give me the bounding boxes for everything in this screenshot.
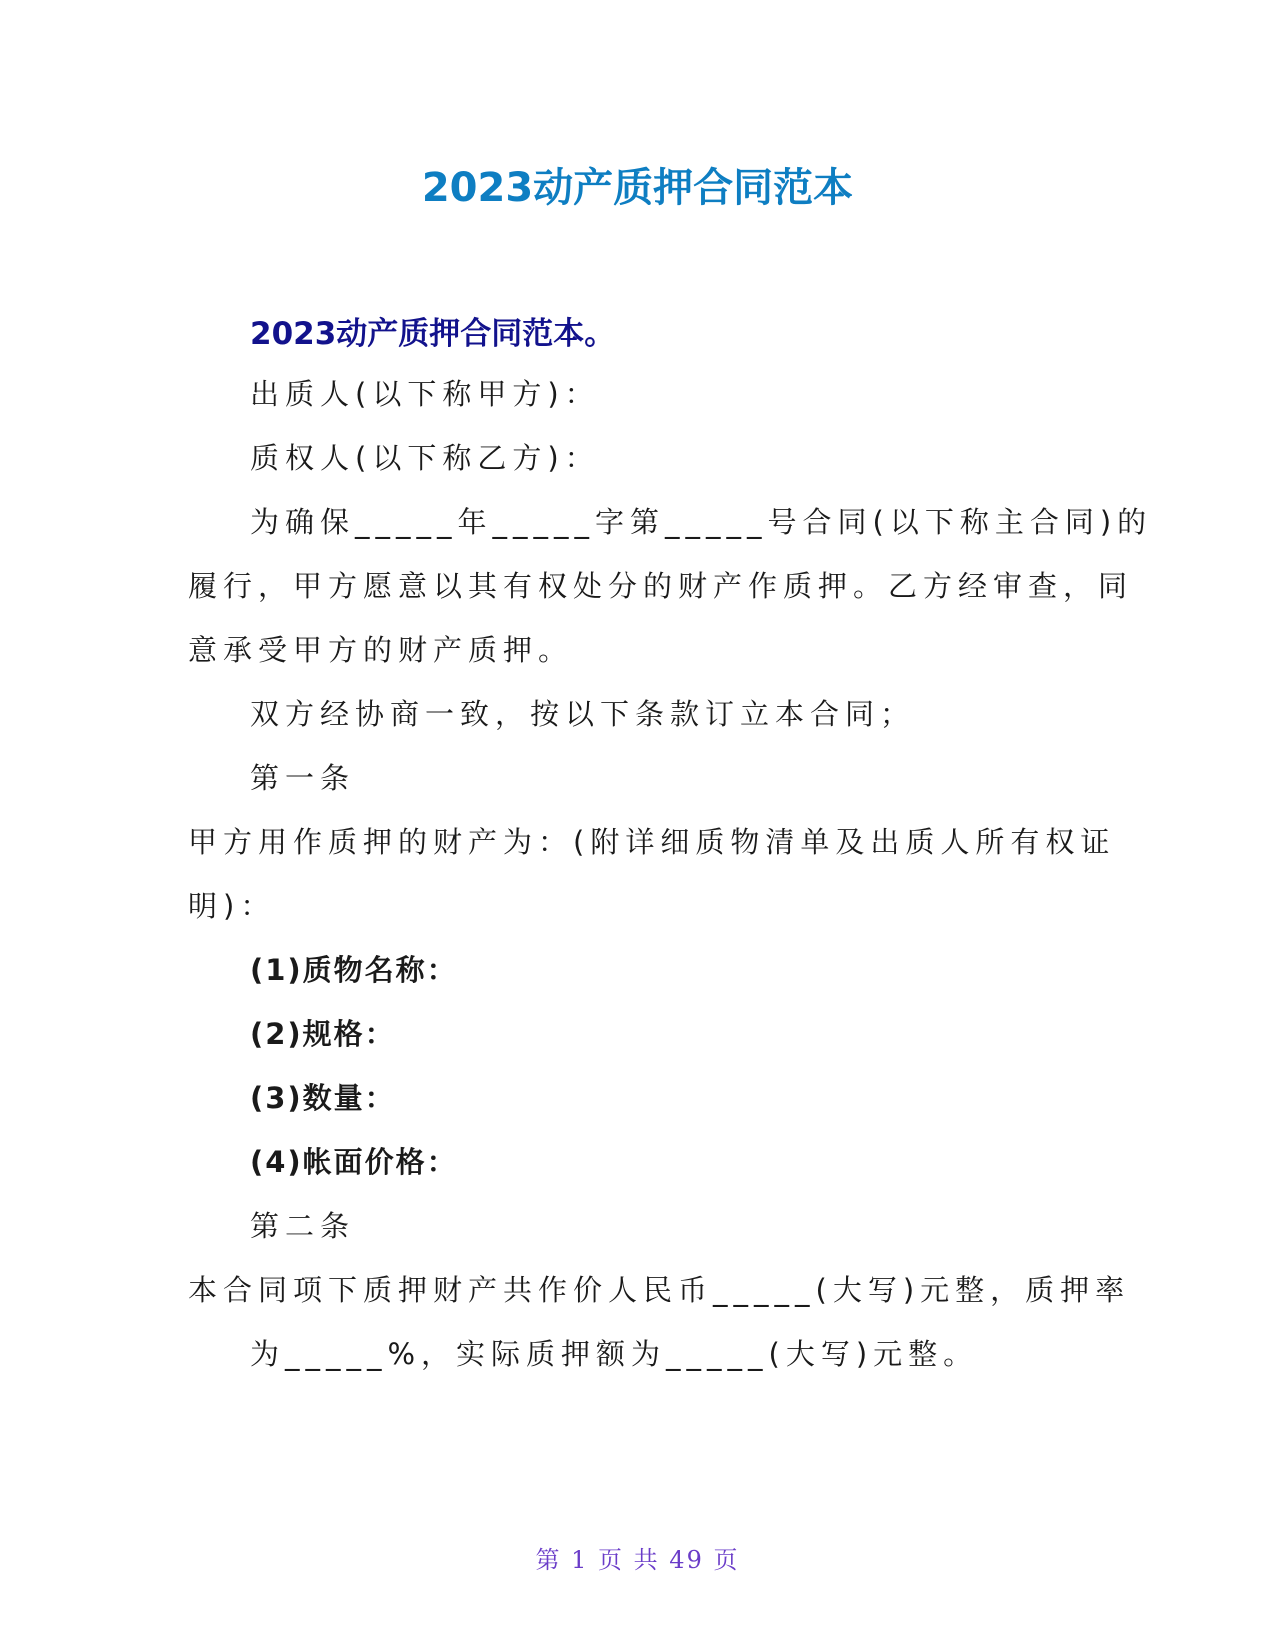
agreement-line: 双方经协商一致，按以下条款订立本合同； <box>250 697 916 731</box>
paragraph-1-line-1: 为确保_____年_____字第_____号合同(以下称主合同)的 <box>250 505 1153 539</box>
pledgor-line: 出质人(以下称甲方)： <box>250 377 600 411</box>
article-2-line-2: 为_____%，实际质押额为_____(大写)元整。 <box>250 1337 979 1371</box>
item-collateral-name: (1)质物名称： <box>250 953 458 987</box>
item-book-value: (4)帐面价格： <box>250 1145 458 1179</box>
article-1-heading: 第一条 <box>250 761 356 795</box>
page-number-footer: 第 1 页 共 49 页 <box>535 1546 740 1574</box>
article-1-line-2: 明)： <box>188 889 276 923</box>
item-quantity: (3)数量： <box>250 1081 396 1115</box>
paragraph-1-line-2: 履行，甲方愿意以其有权处分的财产作质押。乙方经审查，同 <box>188 569 1134 603</box>
article-1-line-1: 甲方用作质押的财产为：(附详细质物清单及出质人所有权证 <box>188 825 1116 859</box>
article-2-line-1: 本合同项下质押财产共作价人民币_____(大写)元整，质押率 <box>188 1273 1131 1307</box>
paragraph-1-line-3: 意承受甲方的财产质押。 <box>188 633 574 667</box>
document-title: 2023动产质押合同范本 <box>421 165 854 211</box>
document-subtitle: 2023动产质押合同范本。 <box>250 316 616 352</box>
item-specification: (2)规格： <box>250 1017 396 1051</box>
pledgee-line: 质权人(以下称乙方)： <box>250 441 600 475</box>
article-2-heading: 第二条 <box>250 1209 356 1243</box>
